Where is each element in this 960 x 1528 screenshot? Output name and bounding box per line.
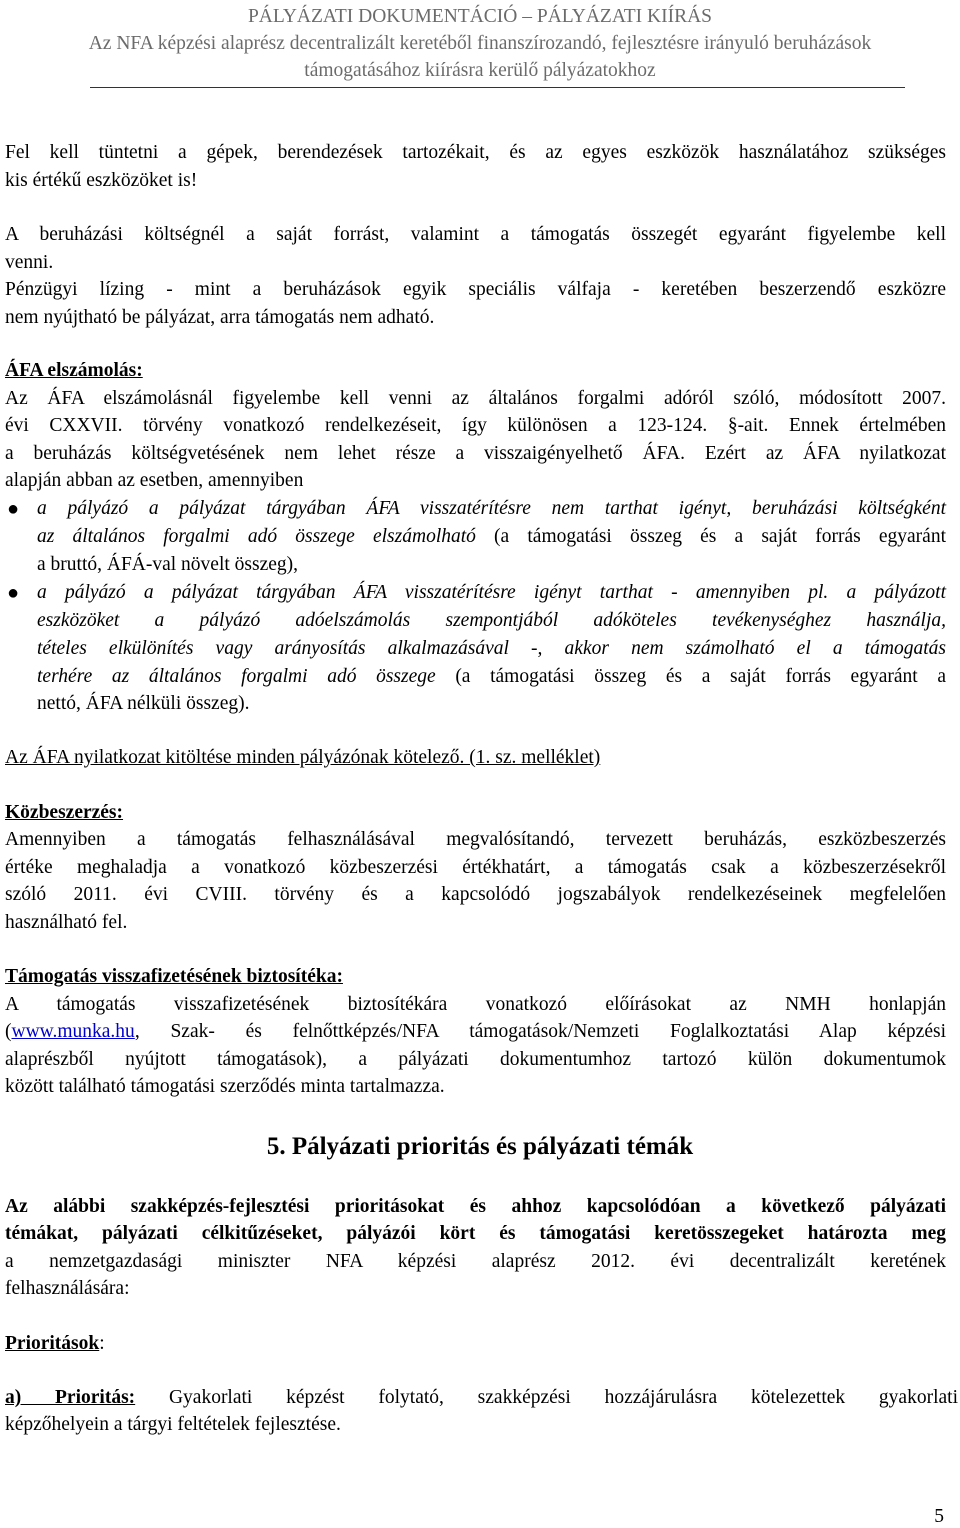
p3-line-2: nem nyújtható be pályázat, arra támogatás nem adható. [5,307,435,328]
afa-line-4: alapján abban az esetben, amennyiben [5,470,304,491]
p2-line-2: venni. [5,252,54,273]
prioritasok-label: Prioritások [5,1333,100,1354]
tam-line-4: között található támogatási szerződés minta tartalmazza. [5,1076,445,1097]
p3-line-1: Pénzügyi lízing - mint a beruházások egyik speciális válfaja - keretében beszerzendő eszközre [5,279,946,300]
b2-line-4-rest: (a támogatási összeg és a saját forrás egyaránt a [435,666,946,687]
intro-line-1: Az alábbi szakképzés-fejlesztési prioritásokat és ahhoz kapcsolódóan a következő pályázati [5,1196,946,1217]
b2-line-3: tételes elkülönítés vagy arányosítás alkalmazásával -, akkor nem számolható el a támogatás [37,638,946,659]
afa-line-2: évi CXXVII. törvény vonatkozó rendelkezéseit, így különösen a 123-124. §-ait. Ennek értelmében [5,415,946,436]
b1-line-2-rest: (a támogatási összeg és a saját forrás egyaránt [475,526,946,547]
prior-a-line-1 [5,1384,958,1412]
b2-line-2: eszközöket a pályázó adóelszámolás szempontjából adóköteles tevékenységhez használja, [37,610,946,631]
p1-line-1: Fel kell tüntetni a gépek, berendezések tartozékait, és az egyes eszközök használatához szükséges [5,142,946,163]
b1-line-3: a bruttó, ÁFÁ-val növelt összeg), [37,554,299,575]
b2-line-4 [37,663,946,691]
b1-line-2-italic: az általános forgalmi adó összege elszámolható [37,526,476,547]
header-rule [90,87,905,88]
tam-line-2 [5,1018,946,1046]
section-5-heading: 5. Pályázati prioritás és pályázati témák [266,1133,694,1160]
page-number: 5 [934,1506,944,1527]
intro-line-4: felhasználására: [5,1278,130,1299]
intro-line-3: a nemzetgazdasági miniszter NFA képzési alaprész 2012. évi decentralizált keretének [5,1251,946,1272]
b2-line-5: nettó, ÁFA nélküli összeg). [37,693,250,714]
header-title: PÁLYÁZATI DOKUMENTÁCIÓ – PÁLYÁZATI KIÍRÁS [247,6,713,27]
header-subtitle-1: Az NFA képzési alaprész decentralizált keretéből finanszírozandó, fejlesztésre irányuló beruházások [88,33,872,54]
prior-a-line-2: képzőhelyein a tárgyi feltételek fejlesztése. [5,1414,341,1435]
tam-line-2-open: ( [5,1021,12,1042]
b1-line-1: a pályázó a pályázat tárgyában ÁFA visszatérítésre nem tarthat igényt, beruházási költségként [37,498,946,519]
b2-line-1: a pályázó a pályázat tárgyában ÁFA visszatérítésre igényt tarthat - amennyiben pl. a pályázott [37,582,946,603]
tam-line-1: A támogatás visszafizetésének biztosítékára vonatkozó előírásokat az NMH honlapján [5,994,946,1015]
munka-link[interactable]: www.munka.hu [11,1021,135,1042]
b1-line-2 [37,523,946,551]
kozb-line-1: Amennyiben a támogatás felhasználásával megvalósítandó, tervezett beruházás, eszközbeszerzés [5,829,946,850]
tam-line-3: alaprészből nyújtott támogatások), a pályázati dokumentumhoz tartozó külön dokumentumok [5,1049,946,1070]
kozbeszerzes-heading: Közbeszerzés: [5,802,124,823]
prioritasok-colon: : [99,1333,105,1354]
prior-a-text: Gyakorlati képzést folytató, szakképzési hozzájárulásra kötelezettek gyakorlati [135,1387,958,1408]
bullet-1-icon: ● [7,498,20,520]
b2-line-4-italic: terhére az általános forgalmi adó összege [37,666,436,687]
bullet-2-icon: ● [7,582,20,604]
p2-line-1: A beruházási költségnél a saját forrást, valamint a támogatás összegét egyaránt figyelembe kell [5,224,946,245]
afa-line-1: Az ÁFA elszámolásnál figyelembe kell venni az általános forgalmi adóról szóló, módosított 2007. [5,388,946,409]
kozb-line-3: szóló 2011. évi CVIII. törvény és a kapcsolódó jogszabályok rendelkezéseinek megfelelően [5,884,946,905]
prior-a-label: a) Prioritás: [5,1387,136,1408]
tamogatas-heading: Támogatás visszafizetésének biztosítéka: [5,966,343,987]
afa-heading: ÁFA elszámolás: [5,360,143,381]
kozb-line-2: értéke meghaladja a vonatkozó közbeszerzési értékhatárt, a támogatás csak a közbeszerzésekről [5,857,946,878]
kozb-line-4: használható fel. [5,912,128,933]
intro-line-2: témákat, pályázati célkitűzéseket, pályázói kört és támogatási keretösszegeket határozta meg [5,1223,946,1244]
prioritasok-heading [5,1330,946,1358]
afa-declaration-note: Az ÁFA nyilatkozat kitöltése minden pályázónak kötelező. (1. sz. melléklet) [5,747,601,768]
header-subtitle-2: támogatásához kiírásra kerülő pályázatokhoz [304,60,656,81]
p1-line-2: kis értékű eszközöket is! [5,170,198,191]
afa-line-3: a beruházás költségvetésének nem lehet része a visszaigényelhető ÁFA. Ezért az ÁFA nyilatkozat [5,443,946,464]
tam-line-2-rest: , Szak- és felnőttképzés/NFA támogatások/Nemzeti Foglalkoztatási Alap képzési [134,1021,946,1042]
